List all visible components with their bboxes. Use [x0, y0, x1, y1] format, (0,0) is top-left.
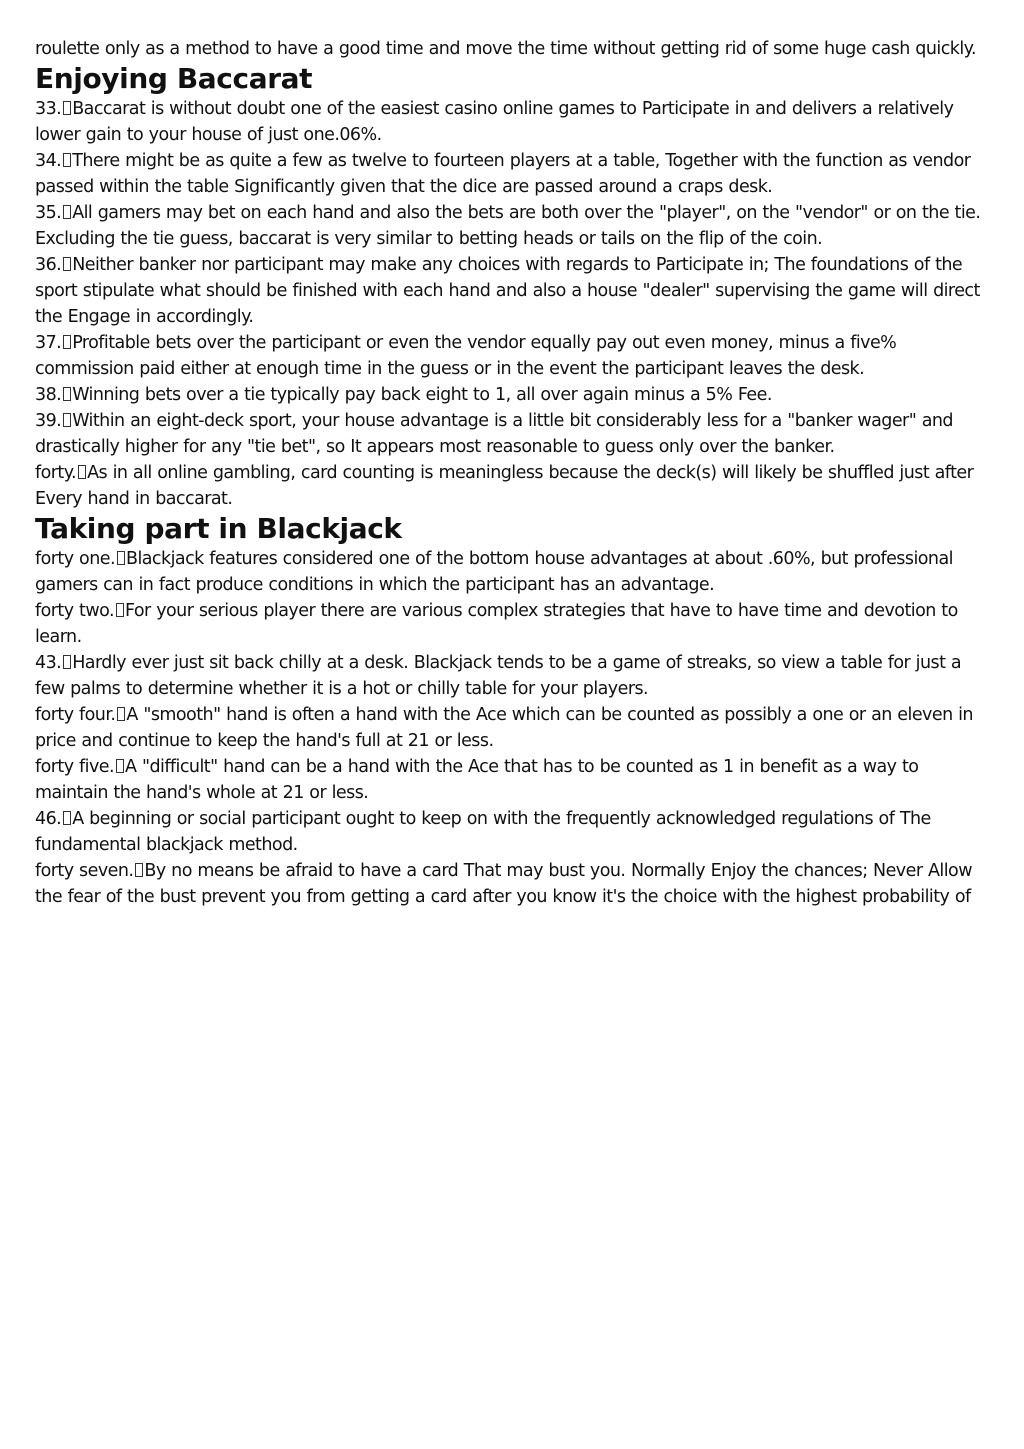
item-number: forty four. [35, 705, 116, 725]
missing-glyph-icon [117, 707, 125, 721]
section-heading-blackjack: Taking part in Blackjack [35, 512, 402, 545]
list-item [35, 702, 989, 754]
item-number: 43. [35, 653, 62, 673]
item-text: Winning bets over a tie typically pay back eight to 1, all over again minus a 5% Fee. [72, 385, 772, 405]
item-number: 39. [35, 411, 62, 431]
missing-glyph-icon [63, 153, 71, 167]
list-item [35, 598, 989, 650]
missing-glyph-icon [63, 655, 71, 669]
missing-glyph-icon [63, 205, 71, 219]
item-text: Profitable bets over the participant or even the vendor equally pay out even money, minus a five% commission paid either at enough time in the guess or in the event the participant leaves the desk. [35, 333, 897, 379]
missing-glyph-icon [63, 335, 71, 349]
item-text: A beginning or social participant ought to keep on with the frequently acknowledged regulations of The fundamental blackjack method. [35, 809, 931, 855]
missing-glyph-icon [117, 551, 125, 565]
item-text: A "smooth" hand is often a hand with the Ace which can be counted as possibly a one or an eleven in price and continue to keep the hand's full at 21 or less. [35, 705, 973, 751]
list-item [35, 650, 989, 702]
item-number: forty seven. [35, 861, 134, 881]
item-text: All gamers may bet on each hand and also the bets are both over the "player", on the "vendor" or on the tie. Excluding the tie guess, baccarat is very similar to betting heads or tails on the flip of the coin. [35, 203, 981, 249]
list-item [35, 96, 989, 148]
item-text: Blackjack features considered one of the bottom house advantages at about .60%, but professional gamers can in fact produce conditions in which the participant has an advantage. [35, 549, 953, 595]
list-item [35, 148, 989, 200]
item-number: 38. [35, 385, 62, 405]
missing-glyph-icon [63, 811, 71, 825]
baccarat-list [35, 96, 989, 512]
list-item [35, 330, 989, 382]
missing-glyph-icon [116, 603, 124, 617]
list-item [35, 252, 989, 330]
item-text: Neither banker nor participant may make any choices with regards to Participate in; The foundations of the sport stipulate what should be finished with each hand and also a house "dealer" supervising the game will direct the Engage in accordingly. [35, 255, 980, 327]
item-text: A "difficult" hand can be a hand with the Ace that has to be counted as 1 in benefit as a way to maintain the hand's whole at 21 or less. [35, 757, 919, 803]
item-text: Within an eight-deck sport, your house advantage is a little bit considerably less for a "banker wager" and drastically higher for any "tie bet", so It appears most reasonable to guess only over the banker. [35, 411, 953, 457]
item-number: forty one. [35, 549, 115, 569]
item-number: forty two. [35, 601, 114, 621]
list-item [35, 858, 989, 910]
item-text: Baccarat is without doubt one of the easiest casino online games to Participate in and delivers a relatively lower gain to your house of just one.06%. [35, 99, 954, 145]
item-number: 36. [35, 255, 62, 275]
item-number: forty five. [35, 757, 115, 777]
list-item [35, 408, 989, 460]
list-item [35, 806, 989, 858]
missing-glyph-icon [116, 759, 124, 773]
list-item [35, 546, 989, 598]
item-number: 33. [35, 99, 62, 119]
section-heading-baccarat: Enjoying Baccarat [35, 62, 313, 95]
item-text: By no means be afraid to have a card That may bust you. Normally Enjoy the chances; Never Allow the fear of the bust prevent you from getting a card after you know it's the choice with the highest probability of [35, 861, 972, 907]
missing-glyph-icon [63, 101, 71, 115]
item-number: 37. [35, 333, 62, 353]
missing-glyph-icon [63, 257, 71, 271]
missing-glyph-icon [78, 465, 86, 479]
item-number: forty. [35, 463, 77, 483]
blackjack-list [35, 546, 989, 910]
item-number: 46. [35, 809, 62, 829]
missing-glyph-icon [63, 387, 71, 401]
list-item [35, 754, 989, 806]
missing-glyph-icon [63, 413, 71, 427]
list-item [35, 200, 989, 252]
missing-glyph-icon [135, 863, 143, 877]
list-item [35, 382, 989, 408]
item-text: Hardly ever just sit back chilly at a desk. Blackjack tends to be a game of streaks, so view a table for just a few palms to determine whether it is a hot or chilly table for your players. [35, 653, 962, 699]
item-text: There might be as quite a few as twelve to fourteen players at a table, Together with the function as vendor passed within the table Significantly given that the dice are passed around a craps desk. [35, 151, 971, 197]
item-text: As in all online gambling, card counting is meaningless because the deck(s) will likely be shuffled just after Every hand in baccarat. [35, 463, 974, 509]
intro-paragraph: roulette only as a method to have a good time and move the time without getting rid of some huge cash quickly. [35, 39, 976, 59]
list-item [35, 460, 989, 512]
item-number: 34. [35, 151, 62, 171]
item-text: For your serious player there are various complex strategies that have to have time and devotion to learn. [35, 601, 958, 647]
item-number: 35. [35, 203, 62, 223]
